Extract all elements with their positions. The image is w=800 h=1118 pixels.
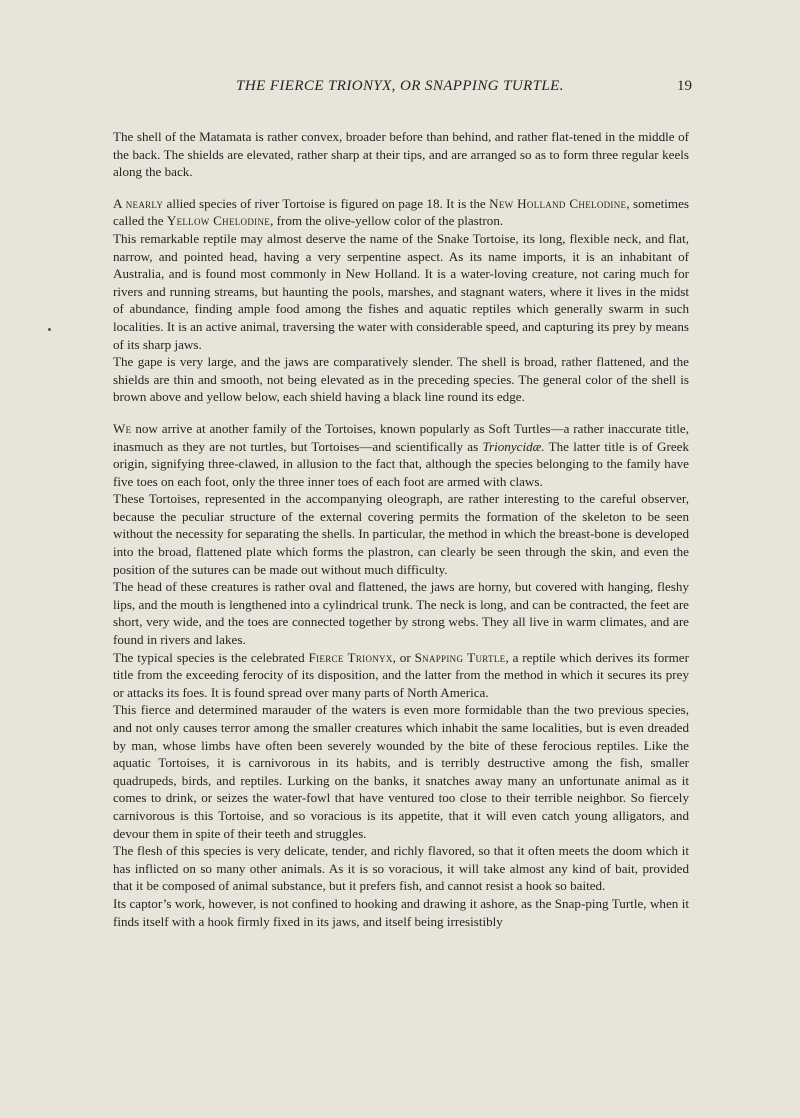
paragraph-snake-tortoise: This remarkable reptile may almost deserve the name of the Snake Tortoise, its long, flexible neck, and flat, narrow, and pointed head, having a very serpentine aspect. As its name imports, it is an inhabitant of Australia, and is found most commonly in New Holland. It is a water-loving creature, not caring much for rivers and running streams, but haunting the pools, marshes, and stagnant waters, where it lives in the midst of abundance, finding ample food among the fishes and aquatic reptiles which generally swarm in such localities. It is an active animal, traversing the water with considerable speed, and capturing its prey by means of its sharp jaws. — [113, 230, 689, 352]
paragraph-lead-caps: A nearly — [113, 195, 164, 211]
paragraph-lead-caps: We — [113, 420, 132, 436]
paragraph-chelodine-intro: A nearly allied species of river Tortoise is figured on page 18. It is the New Holland Chelodine, sometimes called the Yellow Chelodine, from the olive-yellow color of the plastron. — [113, 195, 690, 229]
species-name: Snapping Turtle — [414, 649, 506, 665]
body-text — [113, 128, 689, 930]
paragraph-flesh: The flesh of this species is very delicate, tender, and richly flavored, so that it often meets the doom which it has inflicted on so many other animals. As it is so voracious, it will take almost any kind of bait, provided that it be composed of animal substance, but it prefers fish, and cannot resist a hook so baited. — [113, 843, 689, 894]
scientific-name: Trionycidæ. — [482, 438, 545, 454]
paragraph-soft-turtles: We now arrive at another family of the Tortoises, known popularly as Soft Turtles—a rather inaccurate title, inasmuch as they are not turtles, but Tortoises—and scientifically as Trionycidæ. The latter title is of Greek origin, signifying three-clawed, in allusion to the fact that, although the species belonging to the family have five toes on each foot, only the three inner toes of each foot are armed with claws. — [113, 420, 689, 489]
paragraph-marauder: This fierce and determined marauder of the waters is even more formidable than the two previous species, and not only causes terror among the smaller creatures which inhabit the same localities, but is even dreaded by man, whose limbs have often been severely wounded by the bite of these ferocious reptiles. Like the aquatic Tortoises, it is carnivorous in its habits, and is terribly destructive among the fish, smaller quadrupeds, birds, and reptiles. Lurking on the banks, it snatches away many an unfortunate animal as it comes to drink, or seizes the water-fowl that have ventured too close to their terrible neighbor. So fiercely carnivorous is this Tortoise, and so voracious is its appetite, that it will even catch young alligators, and devour them in spite of their teeth and struggles. — [113, 702, 689, 841]
species-name: Fierce Trionyx — [308, 649, 393, 665]
paragraph-gape: The gape is very large, and the jaws are comparatively slender. The shell is broad, rather flattened, and the shields are thin and smooth, not being elevated as in the preceding species. The general color of the shell is brown above and yellow below, each shield having a black line round its edge. — [113, 354, 689, 405]
species-name: Yellow Chelodine — [166, 213, 271, 229]
paragraph-typical-species: The typical species is the celebrated Fierce Trionyx, or Snapping Turtle, a reptile which derives its former title from the exceeding ferocity of its disposition, and the latter from the method in which it secures its prey or attacks its foes. It is found spread over many parts of North America. — [113, 649, 689, 700]
species-name: New Holland Chelodine — [489, 195, 627, 211]
running-title: THE FIERCE TRIONYX, OR SNAPPING TURTLE. — [236, 78, 564, 94]
paragraph-oleograph: These Tortoises, represented in the accompanying oleograph, are rather interesting to the careful observer, because the peculiar structure of the external covering permits the formation of the skeleton to be seen without the necessity for separating the shells. In particular, the method in which the breast-bone is developed into the broad, flattened plate which forms the plastron, can clearly be seen through the skin, and even the position of the sutures can be made out without much difficulty. — [113, 491, 689, 577]
margin-mark — [48, 328, 51, 331]
paragraph-head: The head of these creatures is rather oval and flattened, the jaws are horny, but covered with hanging, fleshy lips, and the mouth is lengthened into a cylindrical trunk. The neck is long, and can be contracted, the feet are short, very wide, and the toes are connected together by strong webs. They all live in warm climates, and are found in rivers and lakes. — [113, 579, 689, 648]
paragraph-matamata-shell: The shell of the Matamata is rather convex, broader before than behind, and rather flat-tened in the middle of the back. The shields are elevated, rather sharp at their tips, and are arranged so as to form three regular keels along the back. — [113, 129, 689, 180]
page-header — [0, 78, 800, 102]
paragraph-captor: Its captor’s work, however, is not confined to hooking and drawing it ashore, as the Snap-ping Turtle, when it finds itself with a hook firmly fixed in its jaws, and itself being irresistibly — [113, 895, 689, 929]
page-number: 19 — [677, 78, 692, 94]
